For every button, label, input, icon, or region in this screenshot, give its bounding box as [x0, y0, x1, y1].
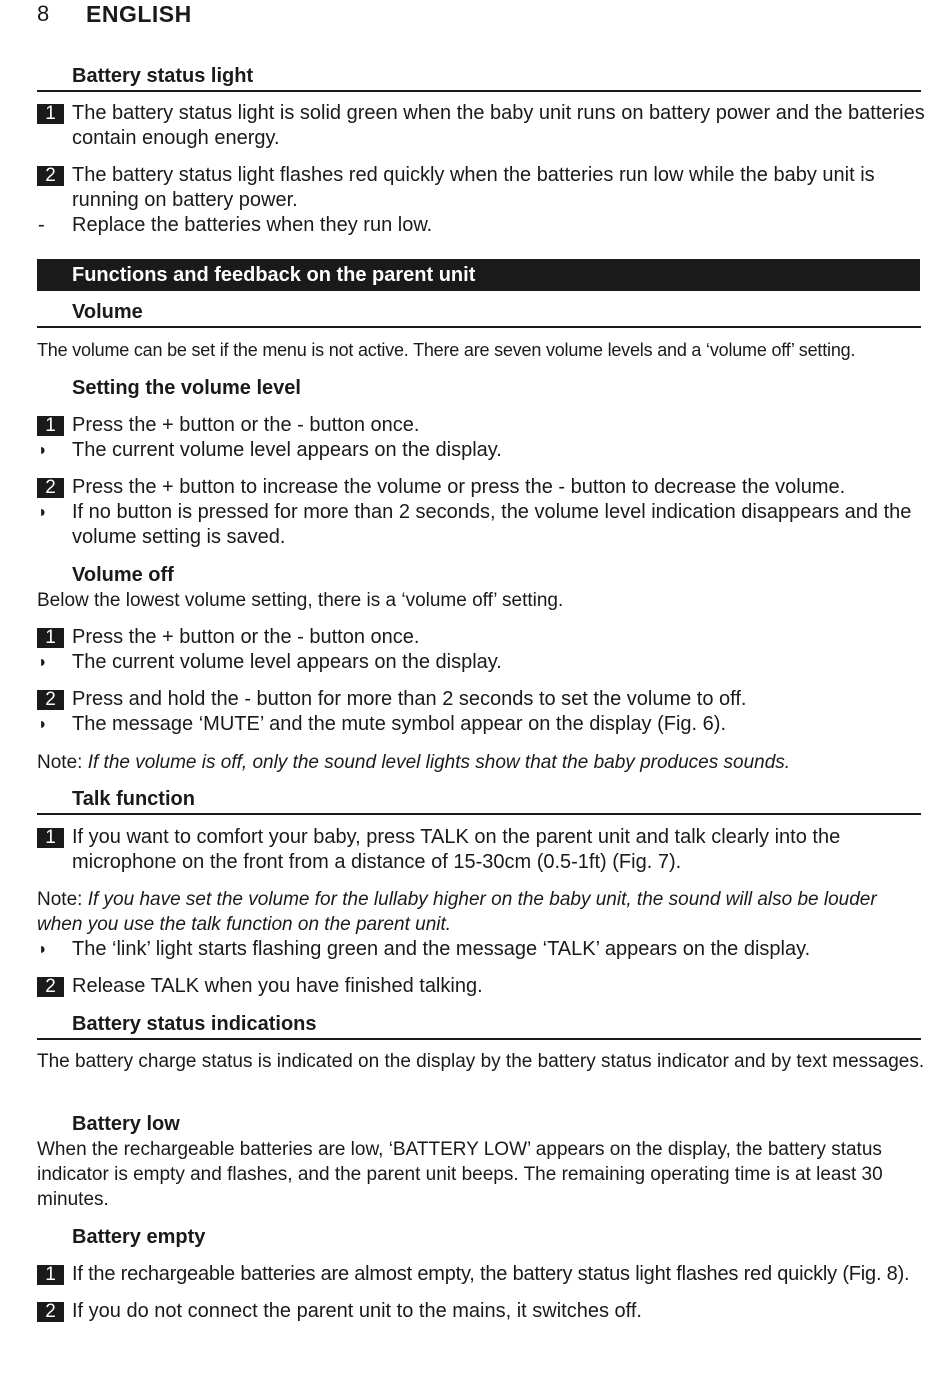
divider	[37, 326, 921, 328]
result-marker-icon: ◗	[38, 716, 48, 733]
dash-bullet: -	[38, 214, 45, 236]
talk-result: The ‘link’ light starts flashing green and the message ‘TALK’ appears on the display.	[72, 938, 811, 960]
battery-light-step-1: The battery status light is solid green when the baby unit runs on battery power and the batteries contain enough energy.	[72, 102, 925, 149]
note-text: If you have set the volume for the lullaby higher on the baby unit, the sound will also be louder when you use the talk function on the parent unit.	[37, 889, 877, 935]
divider	[37, 813, 921, 815]
language-heading: ENGLISH	[86, 1, 192, 27]
step-number: 2	[37, 1302, 64, 1322]
step-number: 1	[37, 1265, 64, 1285]
step-number: 2	[37, 690, 64, 710]
volume-off-intro: Below the lowest volume setting, there is a ‘volume off’ setting.	[37, 590, 564, 611]
heading-battery-status-indications: Battery status indications	[72, 1013, 317, 1035]
heading-battery-low: Battery low	[72, 1113, 180, 1135]
page-number: 8	[37, 1, 50, 26]
result-marker-icon: ◗	[38, 442, 48, 459]
volume-note	[37, 750, 927, 775]
battery-light-step-2: The battery status light flashes red quickly when the batteries run low while the baby unit is running on battery power.	[72, 164, 875, 211]
talk-step-1: If you want to comfort your baby, press TALK on the parent unit and talk clearly into the microphone on the front from a distance of 15-30cm (0.5-1ft) (Fig. 7).	[72, 826, 841, 873]
volume-step-2-result: If no button is pressed for more than 2 seconds, the volume level indication disappears and the volume setting is saved.	[72, 501, 912, 548]
heading-setting-volume-level: Setting the volume level	[72, 377, 301, 399]
volume-step-1-result: The current volume level appears on the display.	[72, 439, 502, 461]
step-number: 2	[37, 166, 64, 186]
volume-step-2: Press the + button to increase the volume or press the - button to decrease the volume.	[72, 476, 846, 498]
step-number: 1	[37, 628, 64, 648]
battery-light-dash-item: Replace the batteries when they run low.	[72, 214, 433, 236]
volume-intro: The volume can be set if the menu is not active. There are seven volume levels and a ‘volume off’ setting.	[37, 340, 856, 360]
step-number: 1	[37, 828, 64, 848]
heading-battery-empty: Battery empty	[72, 1226, 206, 1248]
step-number: 1	[37, 104, 64, 124]
result-marker-icon: ◗	[38, 941, 48, 958]
volume-step-1: Press the + button or the - button once.	[72, 414, 420, 436]
talk-note	[37, 887, 927, 937]
result-marker-icon: ◗	[38, 654, 48, 671]
heading-battery-status-light: Battery status light	[72, 65, 254, 87]
step-number: 2	[37, 977, 64, 997]
result-marker-icon: ◗	[38, 504, 48, 521]
step-number: 1	[37, 416, 64, 436]
volume-off-step-2: Press and hold the - button for more than 2 seconds to set the volume to off.	[72, 688, 747, 710]
battery-indications-intro: The battery charge status is indicated on the display by the battery status indicator and by text messages.	[37, 1051, 925, 1072]
section-band-parent-unit: Functions and feedback on the parent unit	[37, 259, 920, 291]
note-label: Note:	[37, 889, 83, 910]
battery-low-text: When the rechargeable batteries are low, ‘BATTERY LOW’ appears on the display, the battery status indicator is empty and flashes, and the parent unit beeps. The remaining operating time is at least 30 minutes.	[37, 1139, 883, 1210]
divider	[37, 90, 921, 92]
volume-off-step-1-result: The current volume level appears on the display.	[72, 651, 502, 673]
note-label: Note:	[37, 752, 83, 773]
talk-step-2: Release TALK when you have finished talking.	[72, 975, 483, 997]
battery-empty-step-1: If the rechargeable batteries are almost empty, the battery status light flashes red quickly (Fig. 8).	[72, 1263, 910, 1285]
heading-volume: Volume	[72, 301, 143, 323]
divider	[37, 1038, 921, 1040]
volume-off-step-2-result: The message ‘MUTE’ and the mute symbol appear on the display (Fig. 6).	[72, 713, 727, 735]
heading-talk-function: Talk function	[72, 788, 195, 810]
heading-volume-off: Volume off	[72, 564, 174, 586]
note-text: If the volume is off, only the sound level lights show that the baby produces sounds.	[87, 752, 791, 773]
battery-empty-step-2: If you do not connect the parent unit to the mains, it switches off.	[72, 1300, 642, 1322]
step-number: 2	[37, 478, 64, 498]
volume-off-step-1: Press the + button or the - button once.	[72, 626, 420, 648]
